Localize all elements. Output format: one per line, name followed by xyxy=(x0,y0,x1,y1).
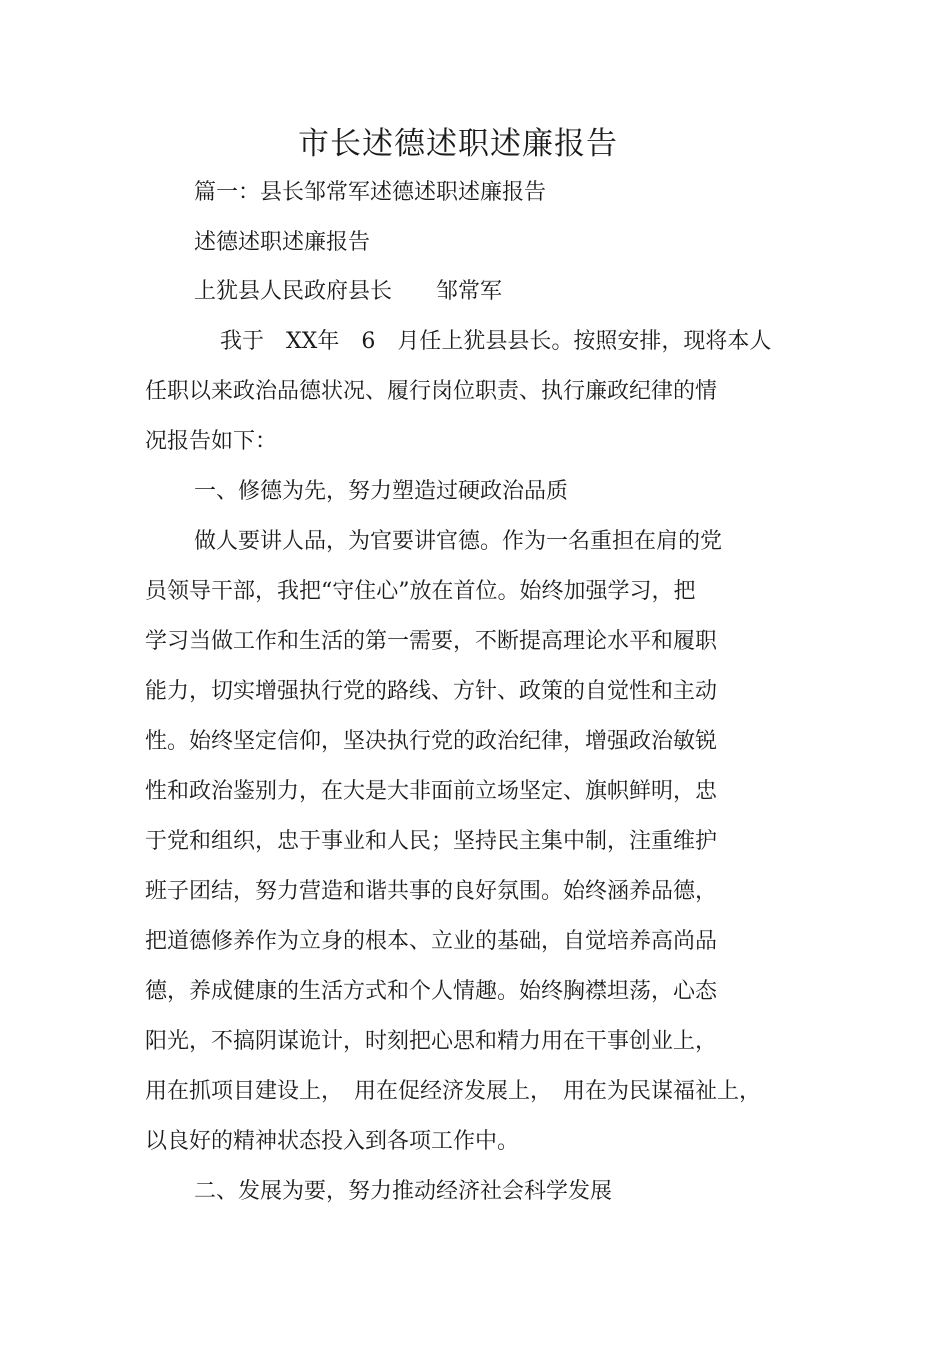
document-title: 市长述德述职述廉报告 xyxy=(298,126,618,162)
paragraph-line: 做人要讲人品，为官要讲官德。作为一名重担在肩的党 xyxy=(194,529,723,554)
paragraph-line: 员领导干部，我把“守住心”放在首位。始终加强学习，把 xyxy=(145,579,696,604)
paragraph-line: 述德述职述廉报告 xyxy=(194,230,371,255)
paragraph-line: 况报告如下： xyxy=(145,429,278,454)
paragraph-line: 任职以来政治品德状况、履行岗位职责、执行廉政纪律的情 xyxy=(145,379,718,404)
paragraph-line: 于党和组织，忠于事业和人民；坚持民主集中制，注重维护 xyxy=(145,829,718,854)
paragraph-line: 性和政治鉴别力，在大是大非面前立场坚定、旗帜鲜明，忠 xyxy=(145,779,718,804)
paragraph-line: 学习当做工作和生活的第一需要，不断提高理论水平和履职 xyxy=(145,629,718,654)
paragraph-line: 把道德修养作为立身的根本、立业的基础，自觉培养高尚品 xyxy=(145,929,718,954)
paragraph-line: 能力，切实增强执行党的路线、方针、政策的自觉性和主动 xyxy=(145,679,718,704)
paragraph-line: 德，养成健康的生活方式和个人情趣。始终胸襟坦荡，心态 xyxy=(145,979,718,1004)
section-heading: 一、修德为先，努力塑造过硬政治品质 xyxy=(194,479,569,504)
paragraph-line: 性。始终坚定信仰，坚决执行党的政治纪律，增强政治敏锐 xyxy=(145,729,718,754)
section-heading: 二、发展为要，努力推动经济社会科学发展 xyxy=(194,1179,613,1204)
paragraph-line: 用在抓项目建设上， 用在促经济发展上， 用在为民谋福祉上， xyxy=(145,1079,762,1104)
paragraph-line: 上犹县人民政府县长 邹常军 xyxy=(194,279,503,304)
paragraph-line: 班子团结，努力营造和谐共事的良好氛围。始终涵养品德， xyxy=(145,879,718,904)
paragraph-line: 阳光，不搞阴谋诡计，时刻把心思和精力用在干事创业上， xyxy=(145,1029,718,1054)
paragraph-line: 我于 XX年 6 月任上犹县县长。按照安排，现将本人 xyxy=(220,329,772,354)
paragraph-line: 篇一：县长邹常军述德述职述廉报告 xyxy=(194,180,547,205)
paragraph-line: 以良好的精神状态投入到各项工作中。 xyxy=(145,1129,520,1154)
